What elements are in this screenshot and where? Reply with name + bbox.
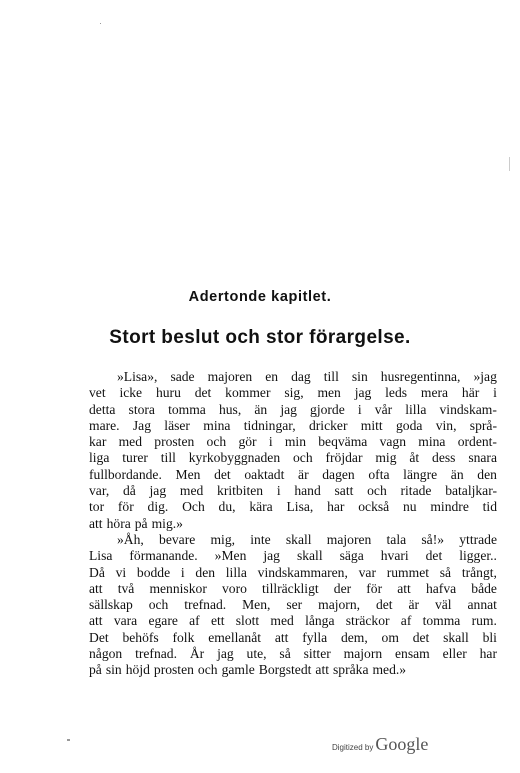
text-line: Lisa förmanande. »Men jag skall säga hvari det ligger.. bbox=[89, 548, 497, 564]
text-line: var, då jag med kritbiten i hand satt och ritade bataljkar- bbox=[89, 483, 497, 499]
scan-speck bbox=[100, 23, 101, 24]
text-line: fullbordande. Men det oaktadt är dagen ofta längre än den bbox=[89, 466, 497, 482]
text-line: att vara egare af ett slott med långa sträckor af tomma rum. bbox=[89, 613, 497, 629]
digitized-by-text: Digitized by bbox=[332, 743, 374, 752]
text-line: att två menniskor voro tillräckligt der för att hafva både bbox=[89, 580, 497, 596]
text-line: detta stora tomma hus, än jag gjorde i vår lilla vindskam- bbox=[89, 401, 497, 417]
text-line: någon trefnad. År jag ute, så sitter majorn ensam eller har bbox=[89, 646, 497, 662]
text-line: sällskap och trefnad. Men, ser majorn, det är väl annat bbox=[89, 597, 497, 613]
text-line: liga turer till kyrkobyggnaden och fröjdar mig åt dess snara bbox=[89, 450, 497, 466]
text-line: vet icke huru det kommer sig, men jag leds mera här i bbox=[89, 385, 497, 401]
digitized-by-google-watermark bbox=[332, 734, 428, 755]
text-line: att höra på mig.» bbox=[89, 515, 183, 531]
text-line: »Åh, bevare mig, inte skall majoren tala så!» yttrade bbox=[117, 531, 497, 547]
chapter-title: Stort beslut och stor förargelse. bbox=[109, 327, 411, 348]
text-line: tor för dig. Och du, kära Lisa, har också nu mindre tid bbox=[89, 499, 497, 515]
scan-speck bbox=[67, 739, 70, 741]
chapter-label: Adertonde kapitlet. bbox=[188, 289, 332, 305]
text-line: kar med prosten och gör i min beqväma vagn mina ordent- bbox=[89, 434, 497, 450]
scan-speck bbox=[509, 157, 510, 171]
text-line: Då vi bodde i den lilla vindskammaren, var rummet så trångt, bbox=[89, 564, 497, 580]
google-logo: Google bbox=[375, 734, 429, 754]
chapter-body bbox=[89, 369, 497, 679]
text-line: på sin höjd prosten och gamle Borgstedt att språka med.» bbox=[89, 662, 407, 678]
text-line: mare. Jag läser mina tidningar, dricker mitt goda vin, språ- bbox=[89, 417, 497, 433]
text-line: »Lisa», sade majoren en dag till sin husregentinna, »jag bbox=[117, 369, 497, 384]
text-line: Det behöfs folk emellanåt att fylla dem, om det skall bli bbox=[89, 629, 497, 645]
